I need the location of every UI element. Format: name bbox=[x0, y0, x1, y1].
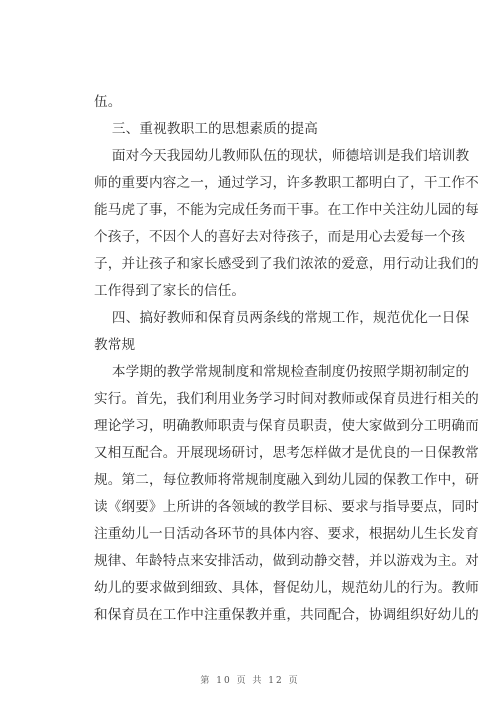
text-line: 理论学习，明确教师职责与保育员职责，使大家做到分工明确而 bbox=[94, 418, 479, 434]
text-line: 注重幼儿一日活动各环节的具体内容、要求，根据幼儿生长发育 bbox=[94, 526, 479, 542]
text-line: 实行。首先，我们利用业务学习时间对教师或保育员进行相关的 bbox=[94, 391, 479, 407]
text-line: 幼儿的要求做到细致、具体，督促幼儿，规范幼儿的行为。教师 bbox=[94, 580, 479, 596]
text-line: 面对今天我园幼儿教师队伍的现状，师德培训是我们培训教 bbox=[94, 148, 470, 164]
page-number-footer: 第 10 页 共 12 页 bbox=[200, 676, 300, 686]
text-line: 师的重要内容之一，通过学习，许多教职工都明白了，干工作不 bbox=[94, 175, 479, 191]
text-line: 又相互配合。开展现场研讨，思考怎样做才是优良的一日保教常 bbox=[94, 445, 479, 461]
text-line: 规。第二，每位教师将常规制度融入到幼儿园的保教工作中，研 bbox=[94, 472, 479, 488]
text-line: 本学期的教学常规制度和常规检查制度仍按照学期初制定的 bbox=[94, 364, 470, 380]
text-line: 伍。 bbox=[94, 94, 122, 110]
section-heading: 四、搞好教师和保育员两条线的常规工作，规范优化一日保 bbox=[94, 310, 470, 326]
text-line: 能马虎了事，不能为完成任务而干事。在工作中关注幼儿园的每 bbox=[94, 202, 479, 218]
text-line: 子，并让孩子和家长感受到了我们浓浓的爱意，用行动让我们的 bbox=[94, 256, 479, 272]
body-text bbox=[94, 89, 479, 629]
text-line: 个孩子，不因个人的喜好去对待孩子，而是用心去爱每一个孩 bbox=[94, 229, 466, 245]
text-line: 和保育员在工作中注重保教并重，共同配合，协调组织好幼儿的 bbox=[94, 607, 479, 623]
section-heading: 三、重视教职工的思想素质的提高 bbox=[94, 121, 319, 137]
text-line: 读《纲要》上所讲的各领域的教学目标、要求与指导要点，同时 bbox=[94, 499, 479, 515]
text-line: 工作得到了家长的信任。 bbox=[94, 283, 246, 299]
text-line: 规律、年龄特点来安排活动，做到动静交替，并以游戏为主。对 bbox=[94, 553, 479, 569]
section-heading-continued: 教常规 bbox=[94, 337, 136, 353]
